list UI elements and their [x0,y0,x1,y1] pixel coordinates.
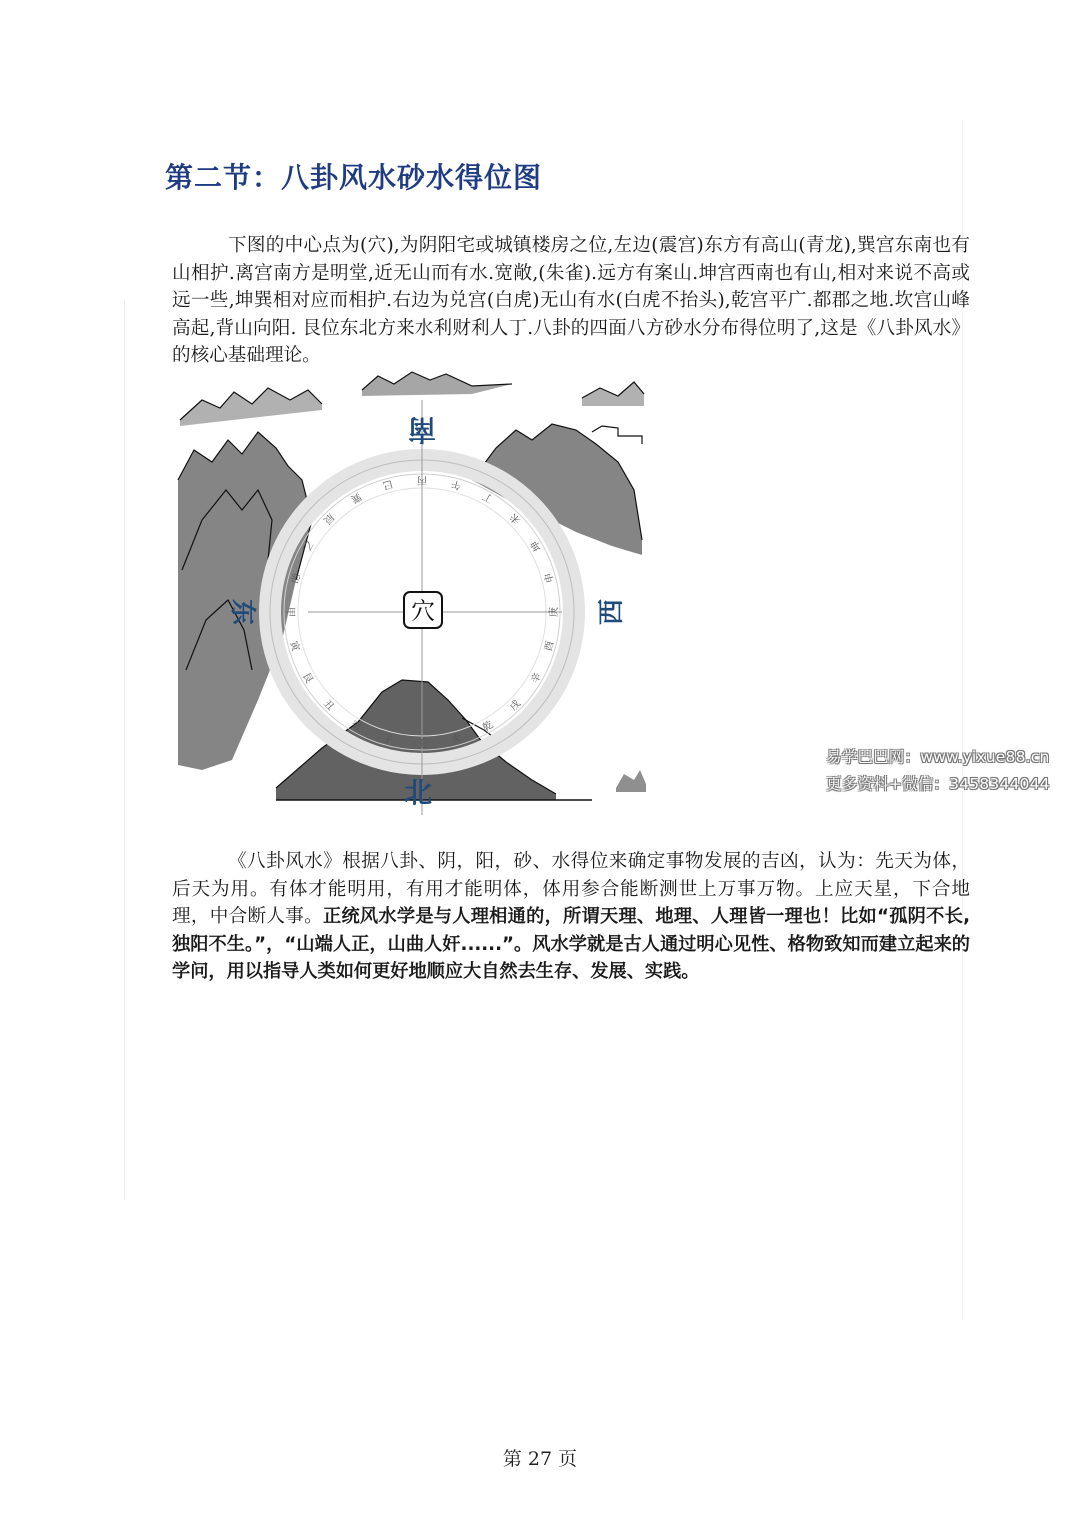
ring-character: 艮 [300,671,315,686]
page-number: 第 27 页 [502,1448,578,1470]
ring-character: 丙 [417,474,427,485]
center-label: 穴 [411,597,435,625]
main-paragraph [172,848,970,986]
ring-character: 未 [508,510,524,526]
watermark-contact: 更多资料+微信：3458344044 [826,775,1050,793]
paragraph-bold-text: 正统风水学是与人理相通的，所谓天理、地理、人理皆一理也！比如“孤阴不长,独阳不生。”，“山端人正，山曲人奸......”。风水学就是古人通过明心见性、格物致知而建立起来的学问，用以指导人类如何更好地顺应大自然去生存、发展、实践。 [172,906,970,983]
ring-character: 乾 [481,719,496,734]
direction-label-north: 北 [403,776,433,809]
ring-character: 午 [450,477,463,491]
ring-character: 巳 [381,477,394,491]
ring-character: 卯 [287,571,301,584]
ring-character: 丁 [481,490,496,505]
ring-character: 子 [381,733,394,747]
direction-label-east: 东 [227,598,257,626]
section-heading: 第二节：八卦风水砂水得位图 [165,161,543,194]
direction-label-west: 西 [597,598,627,626]
ring-character: 壬 [417,739,427,750]
diagram-svg [172,370,650,815]
ring-character: 坤 [529,538,544,553]
ring-character: 乙 [300,538,315,553]
ring-character: 庚 [549,607,560,617]
ring-character: 辰 [320,510,336,526]
ring-character: 辛 [529,671,544,686]
ring-character: 癸 [348,719,363,734]
ring-character: 亥 [450,733,463,747]
ring-character: 甲 [284,607,295,617]
ring-character: 酉 [543,640,557,653]
ring-character: 戌 [508,698,524,714]
watermark-site: 易学巴巴网：www.yixue88.cn [826,748,1050,766]
intro-paragraph: 下图的中心点为(穴),为阴阳宅或城镇楼房之位,左边(震宫)东方有高山(青龙),巽宫东南也有山相护.离宫南方是明堂,近无山而有水.宽敞,(朱雀).远方有案山.坤宫西南也有山,相对来说不高或远一些,坤巽相对应而相护.右边为兑宫(白虎)无山有水(白虎不抬头),乾宫平广.都郡之地.坎宫山峰高起,背山向阳. 艮位东北方来水利财利人丁.八卦的四面八方砂水分布得位明了,这是《八卦风水》的核心基础理论。 [172,235,970,367]
bagua-sand-water-diagram [172,370,650,815]
direction-label-south: 南 [407,413,437,446]
ring-character: 巽 [348,490,363,505]
ring-character: 寅 [287,640,301,653]
ring-character: 丑 [320,698,336,714]
paragraph-normal-text: 《八卦风水》根据八卦、阴，阳，砂、水得位来确定事物发展的吉凶，认为：先天为体，后天为用。有体才能明用，有用才能明体，体用参合能断测世上万事万物。上应天星，下合地理，中合断人事。 [172,851,970,928]
page-edge-line [124,300,125,1200]
ring-character: 申 [543,571,557,584]
